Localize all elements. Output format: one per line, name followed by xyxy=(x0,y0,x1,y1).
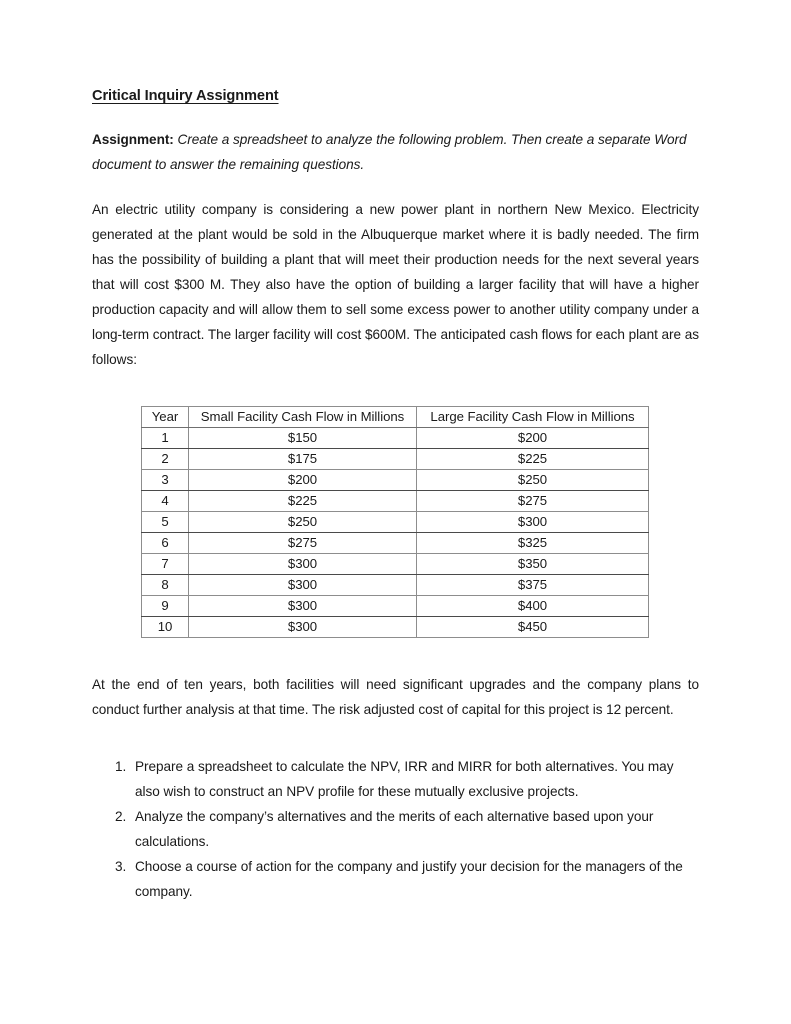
cell-year: 3 xyxy=(142,469,189,490)
cell-large: $225 xyxy=(417,448,649,469)
list-item-text: Analyze the company’s alternatives and the merits of each alternative based upon your calculations. xyxy=(135,808,654,849)
closing-paragraph: At the end of ten years, both facilities will need significant upgrades and the company plans to conduct further analysis at that time. The risk adjusted cost of capital for this project is 12 percent. xyxy=(92,676,699,717)
table-row xyxy=(142,574,649,595)
cell-small: $300 xyxy=(189,595,417,616)
cell-large: $200 xyxy=(417,427,649,448)
list-item xyxy=(92,854,699,904)
cell-year: 1 xyxy=(142,427,189,448)
cell-year: 4 xyxy=(142,490,189,511)
table-body xyxy=(142,427,649,637)
cell-large: $400 xyxy=(417,595,649,616)
cell-small: $250 xyxy=(189,511,417,532)
cell-large: $300 xyxy=(417,511,649,532)
list-item xyxy=(92,804,699,854)
intro-paragraph: An electric utility company is considering a new power plant in northern New Mexico. Electricity generated at the plant would be sold in the Albuquerque market where it is badly needed. The firm has the possibility of building a plant that will meet their production needs for the next several years that will cost $300 M. They also have the option of building a larger facility that will have a higher production capacity and will allow them to sell some excess power to another utility company under a long-term contract. The larger facility will cost $600M. The anticipated cash flows for each plant are as follows: xyxy=(92,201,700,367)
cell-small: $225 xyxy=(189,490,417,511)
document-content xyxy=(92,88,699,904)
cell-large: $350 xyxy=(417,553,649,574)
list-item-text: Prepare a spreadsheet to calculate the NPV, IRR and MIRR for both alternatives. You may also wish to construct an NPV profile for these mutually exclusive projects. xyxy=(135,758,674,799)
assignment-paragraph xyxy=(92,127,699,177)
list-item xyxy=(92,754,699,804)
cell-large: $325 xyxy=(417,532,649,553)
table-row xyxy=(142,553,649,574)
column-header-large: Large Facility Cash Flow in Millions xyxy=(417,406,649,427)
cell-small: $300 xyxy=(189,553,417,574)
cell-large: $375 xyxy=(417,574,649,595)
list-item-number: 2. xyxy=(115,808,127,824)
cell-large: $250 xyxy=(417,469,649,490)
list-item-number: 1. xyxy=(115,758,127,774)
cash-flow-table-wrapper xyxy=(141,404,699,638)
task-list xyxy=(92,754,699,904)
cell-year: 10 xyxy=(142,616,189,637)
table-row xyxy=(142,511,649,532)
assignment-body-text: Create a spreadsheet to analyze the following problem. Then create a separate Word document to answer the remaining questions. xyxy=(92,131,687,172)
table-top-spacer xyxy=(92,392,699,404)
list-item-text: Choose a course of action for the company and justify your decision for the managers of the company. xyxy=(135,858,683,899)
table-row xyxy=(142,427,649,448)
cell-small: $275 xyxy=(189,532,417,553)
table-row xyxy=(142,595,649,616)
cell-small: $200 xyxy=(189,469,417,490)
table-row xyxy=(142,616,649,637)
cell-small: $300 xyxy=(189,616,417,637)
table-row xyxy=(142,469,649,490)
cell-year: 7 xyxy=(142,553,189,574)
cell-year: 9 xyxy=(142,595,189,616)
list-top-spacer xyxy=(92,742,699,754)
cell-small: $300 xyxy=(189,574,417,595)
cell-small: $150 xyxy=(189,427,417,448)
table-row xyxy=(142,490,649,511)
cell-year: 5 xyxy=(142,511,189,532)
cell-large: $450 xyxy=(417,616,649,637)
cell-year: 2 xyxy=(142,448,189,469)
table-header-row xyxy=(142,406,649,427)
cash-flow-table xyxy=(141,406,649,638)
cell-large: $275 xyxy=(417,490,649,511)
page-title: Critical Inquiry Assignment xyxy=(92,88,279,104)
column-header-small: Small Facility Cash Flow in Millions xyxy=(189,406,417,427)
cell-year: 6 xyxy=(142,532,189,553)
column-header-year: Year xyxy=(142,406,189,427)
assignment-label: Assignment: xyxy=(92,131,174,147)
table-row xyxy=(142,532,649,553)
table-row xyxy=(142,448,649,469)
cell-year: 8 xyxy=(142,574,189,595)
table-bottom-spacer xyxy=(92,638,699,672)
cell-small: $175 xyxy=(189,448,417,469)
list-item-number: 3. xyxy=(115,858,127,874)
